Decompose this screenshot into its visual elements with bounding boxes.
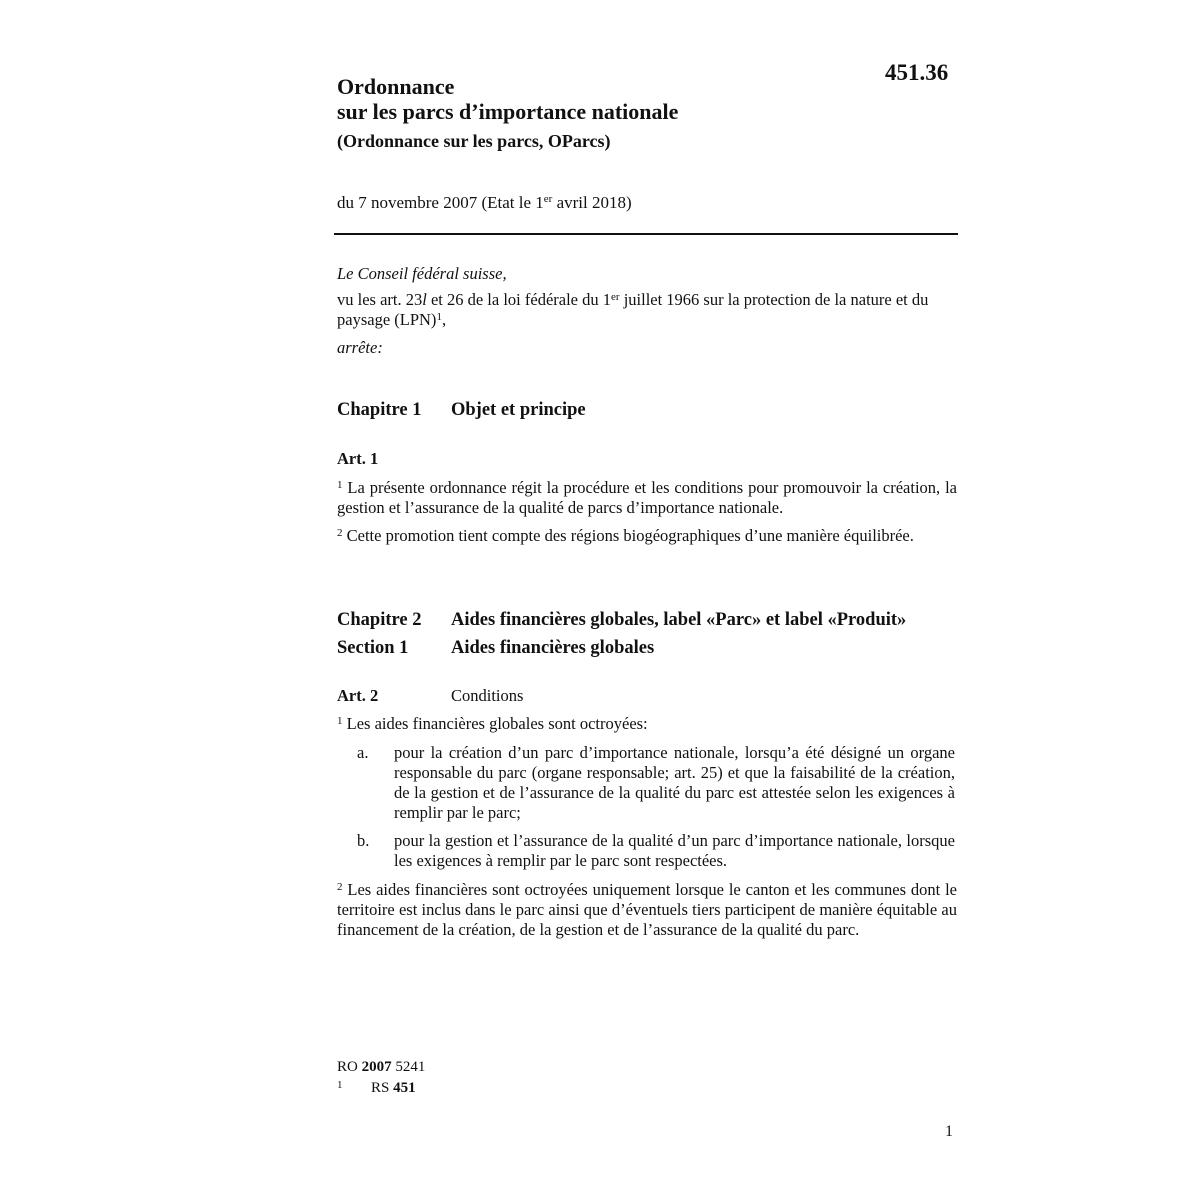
- footnote-1: 1 RS 451: [337, 1079, 416, 1096]
- article-1-paragraph-1: [337, 478, 957, 518]
- list-item-text: pour la création d’un parc d’importance nationale, lorsqu’a été désigné un organe responsable du parc (organe responsable; art. 25) et que la faisabilité de la création, de la gestion et de l’assurance de la qualité du parc est attestée selon les exigences à remplir par le parc;: [394, 743, 955, 822]
- ro-prefix: RO: [337, 1059, 362, 1075]
- footnote-prefix: RS: [371, 1080, 394, 1096]
- chapter-2-heading: [337, 608, 906, 632]
- list-item: [357, 831, 955, 873]
- official-compilation-reference: [337, 1057, 425, 1077]
- date-prefix: du 7 novembre 2007 (Etat le 1: [337, 193, 544, 212]
- article-1-label: Art. 1: [337, 449, 379, 468]
- section-1-label: Section 1: [337, 638, 409, 658]
- vu-part-2: et 26 de la loi fédérale du 1: [426, 290, 612, 309]
- section-1-heading: [337, 636, 654, 660]
- title-short: (Ordonnance sur les parcs, OParcs): [337, 131, 611, 151]
- paragraph-text: Les aides financières sont octroyées uniquement lorsque le canton et les communes dont le territoire est inclus dans le parc ainsi que d’éventuels tiers participent de manière équitable au financement de la création, de la gestion et de l’assurance de la qualité du parc.: [337, 880, 957, 939]
- vu-end: ,: [441, 310, 447, 329]
- paragraph-number: 1: [337, 715, 343, 727]
- title-line-1: Ordonnance: [337, 74, 455, 99]
- article-2-title: Conditions: [451, 686, 524, 705]
- ro-year: 2007: [361, 1059, 392, 1075]
- paragraph-number: 2: [337, 527, 343, 539]
- article-1-heading: [337, 449, 451, 469]
- article-2-paragraph-1: [337, 714, 957, 734]
- list-item: [357, 743, 955, 825]
- article-2-heading: [337, 686, 523, 706]
- vu-part-1: vu les art. 23: [337, 290, 423, 309]
- date-line: [337, 192, 632, 214]
- chapter-1-label: Chapitre 1: [337, 400, 422, 420]
- date-suffix: avril 2018): [552, 193, 632, 212]
- article-2-paragraph-2: [337, 880, 957, 940]
- document-number: 451.36: [885, 60, 949, 85]
- chapter-2-title: Aides financières globales, label «Parc» et label «Produit»: [451, 610, 907, 630]
- paragraph-text: Les aides financières globales sont octroyées:: [342, 714, 648, 733]
- paragraph-text: La présente ordonnance régit la procédure et les conditions pour promouvoir la création, la gestion et l’assurance de la qualité de parcs d’importance nationale.: [337, 478, 957, 517]
- chapter-1-heading: [337, 398, 586, 422]
- list-item-letter: b.: [357, 831, 370, 850]
- chapter-2-label: Chapitre 2: [337, 610, 422, 630]
- date-superscript: er: [543, 193, 553, 205]
- paragraph-number: 1: [337, 479, 343, 491]
- list-item-text: pour la gestion et l’assurance de la qualité d’un parc d’importance nationale, lorsque les exigences à remplir par le parc sont respectées.: [394, 831, 955, 870]
- vu-part-3: juillet 1966 sur la protection de la nature et du paysage (LPN): [337, 290, 929, 329]
- preamble-authority: Le Conseil fédéral suisse,: [337, 264, 507, 283]
- paragraph-text: Cette promotion tient compte des régions biogéographiques d’une manière équilibrée.: [342, 526, 914, 545]
- preamble-arrete: arrête:: [337, 338, 383, 357]
- paragraph-number: 2: [337, 881, 343, 893]
- article-1-paragraph-2: [337, 526, 957, 546]
- section-1-title: Aides financières globales: [451, 638, 655, 658]
- page-number: 1: [945, 1123, 953, 1140]
- article-2-label: Art. 2: [337, 686, 379, 705]
- ro-page: 5241: [391, 1059, 426, 1075]
- preamble-legal-basis: [337, 290, 957, 330]
- vu-italic-letter: l: [422, 290, 427, 309]
- header-divider: [334, 233, 958, 235]
- chapter-1-title: Objet et principe: [451, 400, 586, 420]
- footnote-ref-1[interactable]: 1: [436, 311, 442, 323]
- list-item-letter: a.: [357, 743, 369, 762]
- vu-superscript: er: [611, 291, 620, 303]
- title-line-2: sur les parcs d’importance nationale: [337, 99, 679, 124]
- footnote-reference[interactable]: 451: [393, 1080, 416, 1096]
